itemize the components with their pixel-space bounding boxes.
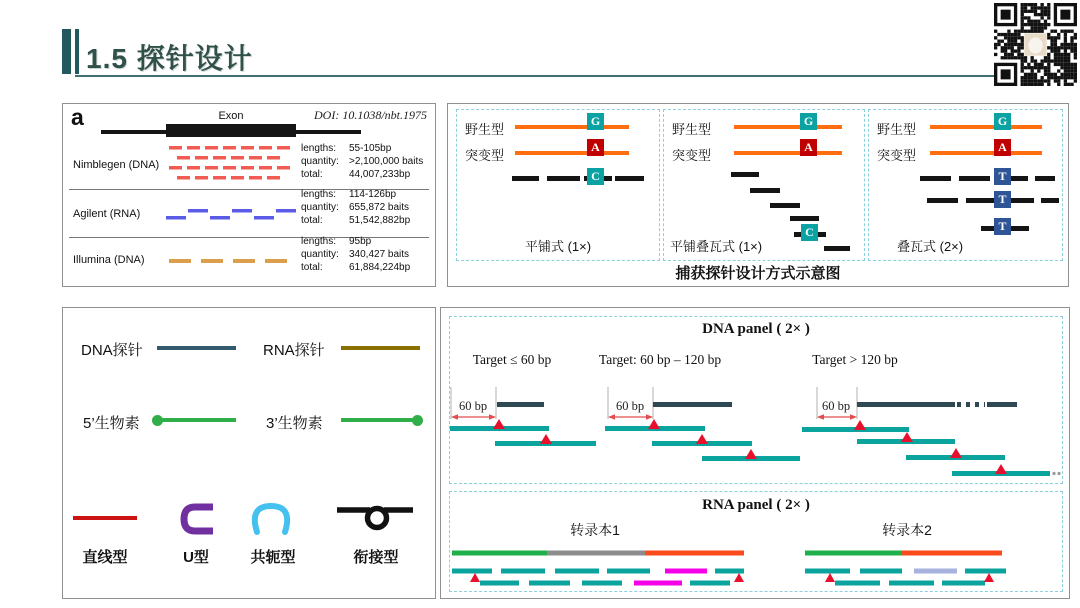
wild-type-line xyxy=(930,125,1042,129)
doi-text: DOI: 10.1038/nbt.1975 xyxy=(314,108,427,122)
probe-dash xyxy=(959,176,990,181)
base-a: A xyxy=(800,139,817,156)
probe-dash xyxy=(547,176,580,181)
biotin5-line xyxy=(156,418,236,422)
stat-key: total: xyxy=(301,215,323,226)
stat-value: 51,542,882bp xyxy=(349,215,411,226)
base-t: T xyxy=(994,191,1011,208)
base-c: C xyxy=(587,168,604,185)
probe-dash xyxy=(1041,198,1059,203)
dna-col3-header: Target > 120 bp xyxy=(812,352,898,367)
biotin3-line xyxy=(341,418,419,422)
dna-column-1 xyxy=(450,387,596,446)
base-a: A xyxy=(994,139,1011,156)
transcript1-label: 转录本1 xyxy=(570,522,620,538)
stat-value: 340,427 baits xyxy=(349,249,410,260)
base-a: A xyxy=(587,139,604,156)
base-t: T xyxy=(994,218,1011,235)
mutant-type-label: 突变型 xyxy=(672,148,712,163)
stat-key: quantity: xyxy=(301,202,339,213)
probe-dash xyxy=(512,176,539,181)
title-accent-bar-thin xyxy=(75,29,79,74)
biotin3-dot xyxy=(412,415,423,426)
u-type-icon xyxy=(177,502,217,536)
stat-key: total: xyxy=(301,262,323,273)
panel-design-container xyxy=(440,307,1070,599)
base-t: T xyxy=(994,168,1011,185)
wild-type-label: 野生型 xyxy=(877,122,917,137)
probe-dash xyxy=(770,203,800,208)
stat-key: lengths: xyxy=(301,189,337,200)
figure-label: a xyxy=(71,104,84,130)
stat-key: quantity: xyxy=(301,249,339,260)
linker-type-label: 衔接型 xyxy=(353,549,399,566)
row-label: Nimblegen (DNA) xyxy=(73,159,160,171)
stats-block xyxy=(301,188,433,227)
probe-dash xyxy=(750,188,780,193)
rna-probe-label: RNA探针 xyxy=(263,342,325,359)
wild-type-label: 野生型 xyxy=(465,122,505,137)
stat-value: 114-126bp xyxy=(349,189,397,200)
mutant-type-label: 突变型 xyxy=(465,148,505,163)
dna-col1-header: Target ≤ 60 bp xyxy=(472,352,552,367)
transcript-2 xyxy=(805,551,1006,586)
probe-dash xyxy=(824,246,850,251)
dna-probe-label: DNA探针 xyxy=(81,342,143,359)
mutant-type-line xyxy=(515,151,629,155)
capture-design-caption: 捕获探针设计方式示意图 xyxy=(675,265,841,282)
transcript2-label: 转录本2 xyxy=(882,522,932,538)
u-type-label: U型 xyxy=(183,549,209,566)
row-label: Illumina (DNA) xyxy=(73,254,145,266)
tiling-shingling-caption: 平铺叠瓦式 (1×) xyxy=(670,239,763,254)
rna-probe-line xyxy=(341,346,420,350)
stat-key: quantity: xyxy=(301,156,339,167)
stat-key: lengths: xyxy=(301,143,337,154)
probe-dash xyxy=(731,172,759,177)
capture-design-panel xyxy=(447,103,1069,287)
dna-probe-line xyxy=(157,346,236,350)
title-underline xyxy=(75,75,1002,77)
probe-dash xyxy=(615,176,644,181)
wild-type-line xyxy=(515,125,629,129)
probe-dash xyxy=(790,216,819,221)
exon-label: Exon xyxy=(218,110,244,122)
mutant-type-label: 突变型 xyxy=(877,148,917,163)
bp-label: 60 bp xyxy=(458,399,488,413)
dna-column-2 xyxy=(605,387,800,461)
base-g: G xyxy=(800,113,817,130)
agilent-baits xyxy=(166,209,296,220)
stat-value: 655,872 baits xyxy=(349,202,410,213)
stats-block xyxy=(301,142,433,181)
tiling-caption: 平铺式 (1×) xyxy=(524,239,592,254)
mutant-type-line xyxy=(930,151,1042,155)
base-g: G xyxy=(587,113,604,130)
dna-panel-box xyxy=(449,316,1063,484)
rna-panel-box xyxy=(449,491,1063,592)
dna-col2-header: Target: 60 bp – 120 bp xyxy=(598,352,722,367)
probe-dash xyxy=(920,176,951,181)
bp-label: 60 bp xyxy=(821,399,851,413)
illumina-baits xyxy=(169,259,287,263)
conjugate-type-icon xyxy=(249,502,293,538)
stat-value: 55-105bp xyxy=(349,143,392,154)
dna-column-3 xyxy=(802,387,1062,476)
nimblegen-baits xyxy=(169,146,290,180)
biotin5-dot xyxy=(152,415,163,426)
stat-value: 95bp xyxy=(349,236,372,247)
stat-key: total: xyxy=(301,169,323,180)
stat-key: lengths: xyxy=(301,236,337,247)
probe-dash xyxy=(966,198,997,203)
straight-type-label: 直线型 xyxy=(82,549,128,566)
qr-code xyxy=(994,3,1077,86)
linker-type-icon xyxy=(337,500,413,538)
wild-type-line xyxy=(734,125,842,129)
title-accent-bar xyxy=(62,29,71,74)
rna-panel-title: RNA panel ( 2× ) xyxy=(702,497,810,513)
stat-value: >2,100,000 baits xyxy=(349,156,424,167)
biotin5-label: 5’生物素 xyxy=(83,415,140,432)
page-title: 1.5 探针设计 xyxy=(86,43,253,74)
base-g: G xyxy=(994,113,1011,130)
tiling-shingling-box xyxy=(663,109,865,261)
conjugate-type-label: 共轭型 xyxy=(250,549,296,566)
shingling-caption: 叠瓦式 (2×) xyxy=(897,239,964,254)
figure-a-panel xyxy=(62,103,436,287)
wild-type-label: 野生型 xyxy=(672,122,712,137)
shingling-box xyxy=(868,109,1063,261)
stats-block xyxy=(301,235,433,274)
straight-type-icon xyxy=(73,516,137,520)
tiling-box xyxy=(456,109,660,261)
dna-panel-title: DNA panel ( 2× ) xyxy=(702,321,810,337)
mutant-type-line xyxy=(734,151,842,155)
legend-panel xyxy=(62,307,436,599)
stat-value: 61,884,224bp xyxy=(349,262,411,273)
biotin3-label: 3’生物素 xyxy=(266,415,323,432)
bp-label: 60 bp xyxy=(615,399,645,413)
stat-value: 44,007,233bp xyxy=(349,169,411,180)
rna-panel-diagram xyxy=(450,544,1062,590)
exon-bar xyxy=(101,124,361,137)
transcript-1 xyxy=(452,551,744,586)
probe-dash xyxy=(927,198,958,203)
base-c: C xyxy=(801,224,818,241)
probe-dash xyxy=(1035,176,1055,181)
row-label: Agilent (RNA) xyxy=(73,208,141,220)
dna-panel-diagram xyxy=(450,377,1062,481)
